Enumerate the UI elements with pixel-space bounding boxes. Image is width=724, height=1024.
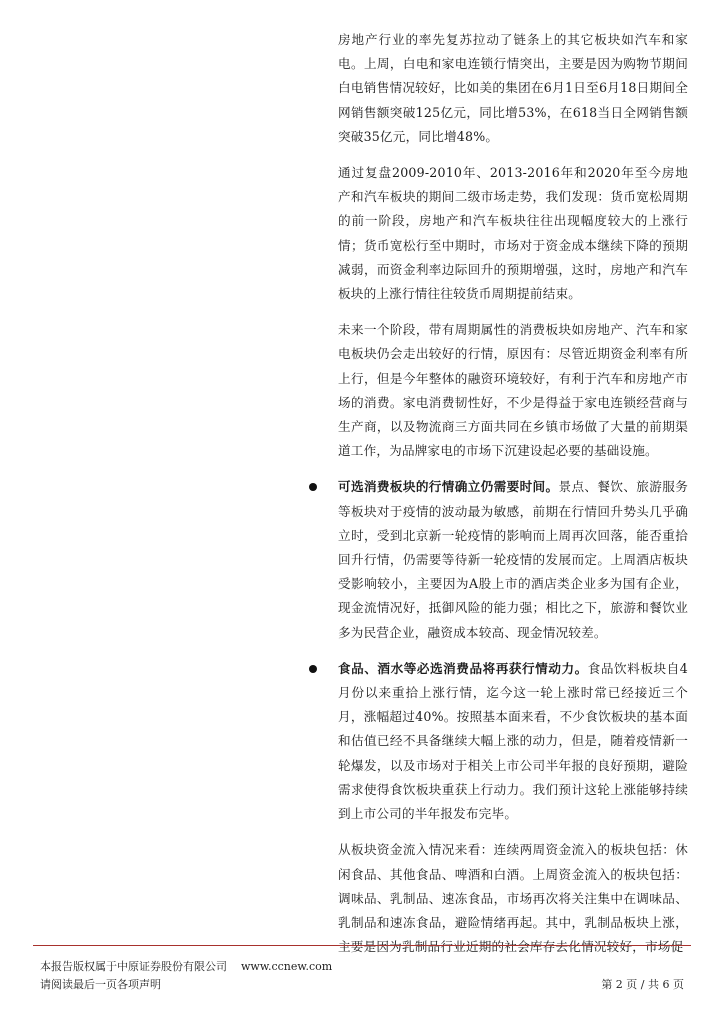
page-number: 第 2 页 / 共 6 页 <box>601 978 684 991</box>
paragraph-real-estate-recovery: 房地产行业的率先复苏拉动了链条上的其它板块如汽车和家电。上周，白电和家电连锁行情突出，主要是因为购物节期间白电销售情况较好，比如美的集团在6月1日至6月18日期间全网销售额突破125亿元，同比增53%，在618当日全网销售额突破35亿元，同比增48%。 <box>338 32 688 144</box>
bullet-heading: 可选消费板块的行情确立仍需要时间。 <box>338 479 559 495</box>
bullet-text: 景点、餐饮、旅游服务等板块对于疫情的波动最为敏感，前期在行情回升势头几乎确立时，受到北京新一轮疫情的影响而上周再次回落，能否重拾回升行情，仍需要等待新一轮疫情的发展而定。上周酒店板块受影响较小，主要因为A股上市的酒店类企业多为国有企业，现金流情况好，抵御风险的能力强；相比之下，旅游和餐饮业多为民营企业，融资成本较高、现金情况较差。 <box>338 479 689 640</box>
footer-website-link[interactable]: www.ccnew.com <box>241 960 333 973</box>
bullet-text: 食品饮料板块自4月份以来重拾上涨行情，迄今这一轮上涨时常已经接近三个月，涨幅超过40%。按照基本面来看，不少食饮板块的基本面和估值已经不具备继续大幅上涨的动力，但是，随着疫情新一轮爆发，以及市场对于相关上市公司半年报的良好预期，避险需求使得食饮板块重获上行动力。我们预计这轮上涨能够持续到上市公司的半年报发布完毕。 <box>338 660 688 822</box>
bullet-optional-consumption <box>338 475 688 644</box>
bullet-dot-icon <box>309 665 317 673</box>
bullet-heading: 食品、酒水等必选消费品将再获行情动力。 <box>338 660 588 676</box>
bullet-paragraph <box>338 657 688 826</box>
footer-copyright: 本报告版权属于中原证券股份有限公司 <box>40 960 227 973</box>
footer-disclaimer: 请阅读最后一页各项声明 <box>40 978 161 991</box>
footer-divider <box>33 945 691 946</box>
footer-line-1 <box>40 958 684 974</box>
paragraph-fund-flow: 从板块资金流入情况来看：连续两周资金流入的板块包括：休闲食品、其他食品、啤酒和白酒。上周资金流入的板块包括：调味品、乳制品、速冻食品，市场再次将关注集中在调味品、乳制品和速冻食品，避险情绪再起。其中，乳制品板块上涨，主要是因为乳制品行业近期的社会库存去化情况较好，市场促 <box>338 842 688 955</box>
paragraph-outlook: 未来一个阶段，带有周期属性的消费板块如房地产、汽车和家电板块仍会走出较好的行情，原因有：尽管近期资金利率有所上行，但是今年整体的融资环境较好，有利于汽车和房地产市场的消费。家电消费韧性好，不少是得益于家电连锁经营商与生产商，以及物流商三方面共同在乡镇市场做了大量的前期渠道工作，为品牌家电的市场下沉建设起必要的基础设施。 <box>338 322 688 459</box>
paragraph-cycle-review: 通过复盘2009-2010年、2013-2016年和2020年至今房地产和汽车板块的期间二级市场走势，我们发现：货币宽松周期的前一阶段，房地产和汽车板块往往出现幅度较大的上涨行情；货币宽松行至中期时，市场对于资金成本继续下降的预期减弱，而资金利率边际回升的预期增强，这时，房地产和汽车板块的上涨行情往往较货币周期提前结束。 <box>338 165 688 302</box>
report-body <box>338 28 688 971</box>
bullet-dot-icon <box>309 483 317 491</box>
footer-line-2 <box>40 976 684 992</box>
bullet-paragraph <box>338 475 688 644</box>
bullet-food-beverage <box>338 657 688 826</box>
